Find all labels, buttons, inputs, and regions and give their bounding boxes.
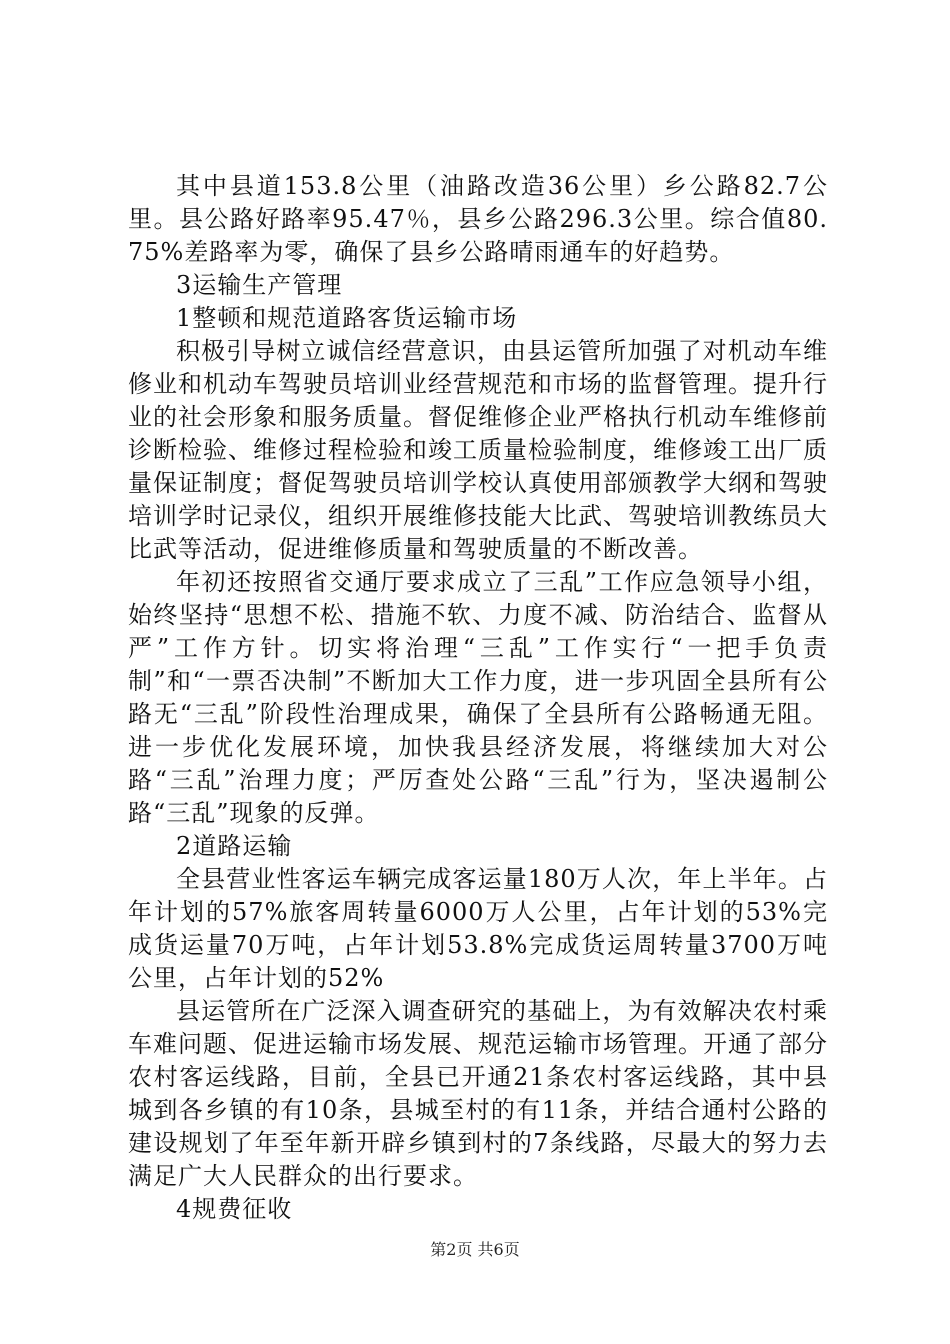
document-body: [128, 170, 828, 1226]
paragraph-integrity-management: 积极引导树立诚信经营意识，由县运管所加强了对机动车维修业和机动车驾驶员培训业经营规范和市场的监督管理。提升行业的社会形象和服务质量。督促维修企业严格执行机动车维修前诊断检验、维修过程检验和竣工质量检验制度，维修竣工出厂质量保证制度；督促驾驶员培训学校认真使用部颁教学大纲和驾驶培训学时记录仪，组织开展维修技能大比武、驾驶培训教练员大比武等活动，促进维修质量和驾驶质量的不断改善。: [128, 337, 828, 563]
section-heading-transport-management: 3运输生产管理: [176, 271, 343, 299]
paragraph-rural-routes: 县运管所在广泛深入调查研究的基础上，为有效解决农村乘车难问题、促进运输市场发展、规范运输市场管理。开通了部分农村客运线路，目前，全县已开通21条农村客运线路，其中县城到各乡镇的有10条，县城至村的有11条，并结合通村公路的建设规划了年至年新开辟乡镇到村的7条线路，尽最大的努力去满足广大人民群众的出行要求。: [128, 997, 828, 1190]
paragraph-transport-volume: 全县营业性客运车辆完成客运量180万人次，年上半年。占年计划的57%旅客周转量6000万人公里，占年计划的53%完成货运量70万吨，占年计划53.8%完成货运周转量3700万吨公里，占年计划的52%: [128, 865, 828, 992]
page-number-footer: 第2页 共6页: [430, 1240, 520, 1259]
paragraph-road-stats: 其中县道153.8公里（油路改造36公里）乡公路82.7公里。县公路好路率95.47％，县乡公路296.3公里。综合值80.75%差路率为零，确保了县乡公路晴雨通车的好趋势。: [128, 172, 828, 266]
subheading-market-regulation: 1整顿和规范道路客货运输市场: [176, 304, 518, 332]
section-heading-fee-collection: 4规费征收: [176, 1195, 293, 1223]
subheading-road-transport: 2道路运输: [176, 832, 293, 860]
paragraph-three-chaos: 年初还按照省交通厅要求成立了三乱”工作应急领导小组，始终坚持“思想不松、措施不软、力度不减、防治结合、监督从严”工作方针。切实将治理“三乱”工作实行“一把手负责制”和“一票否决制”不断加大工作力度，进一步巩固全县所有公路无“三乱”阶段性治理成果，确保了全县所有公路畅通无阻。进一步优化发展环境，加快我县经济发展，将继续加大对公路“三乱”治理力度；严厉查处公路“三乱”行为，坚决遏制公路“三乱”现象的反弹。: [128, 568, 828, 827]
